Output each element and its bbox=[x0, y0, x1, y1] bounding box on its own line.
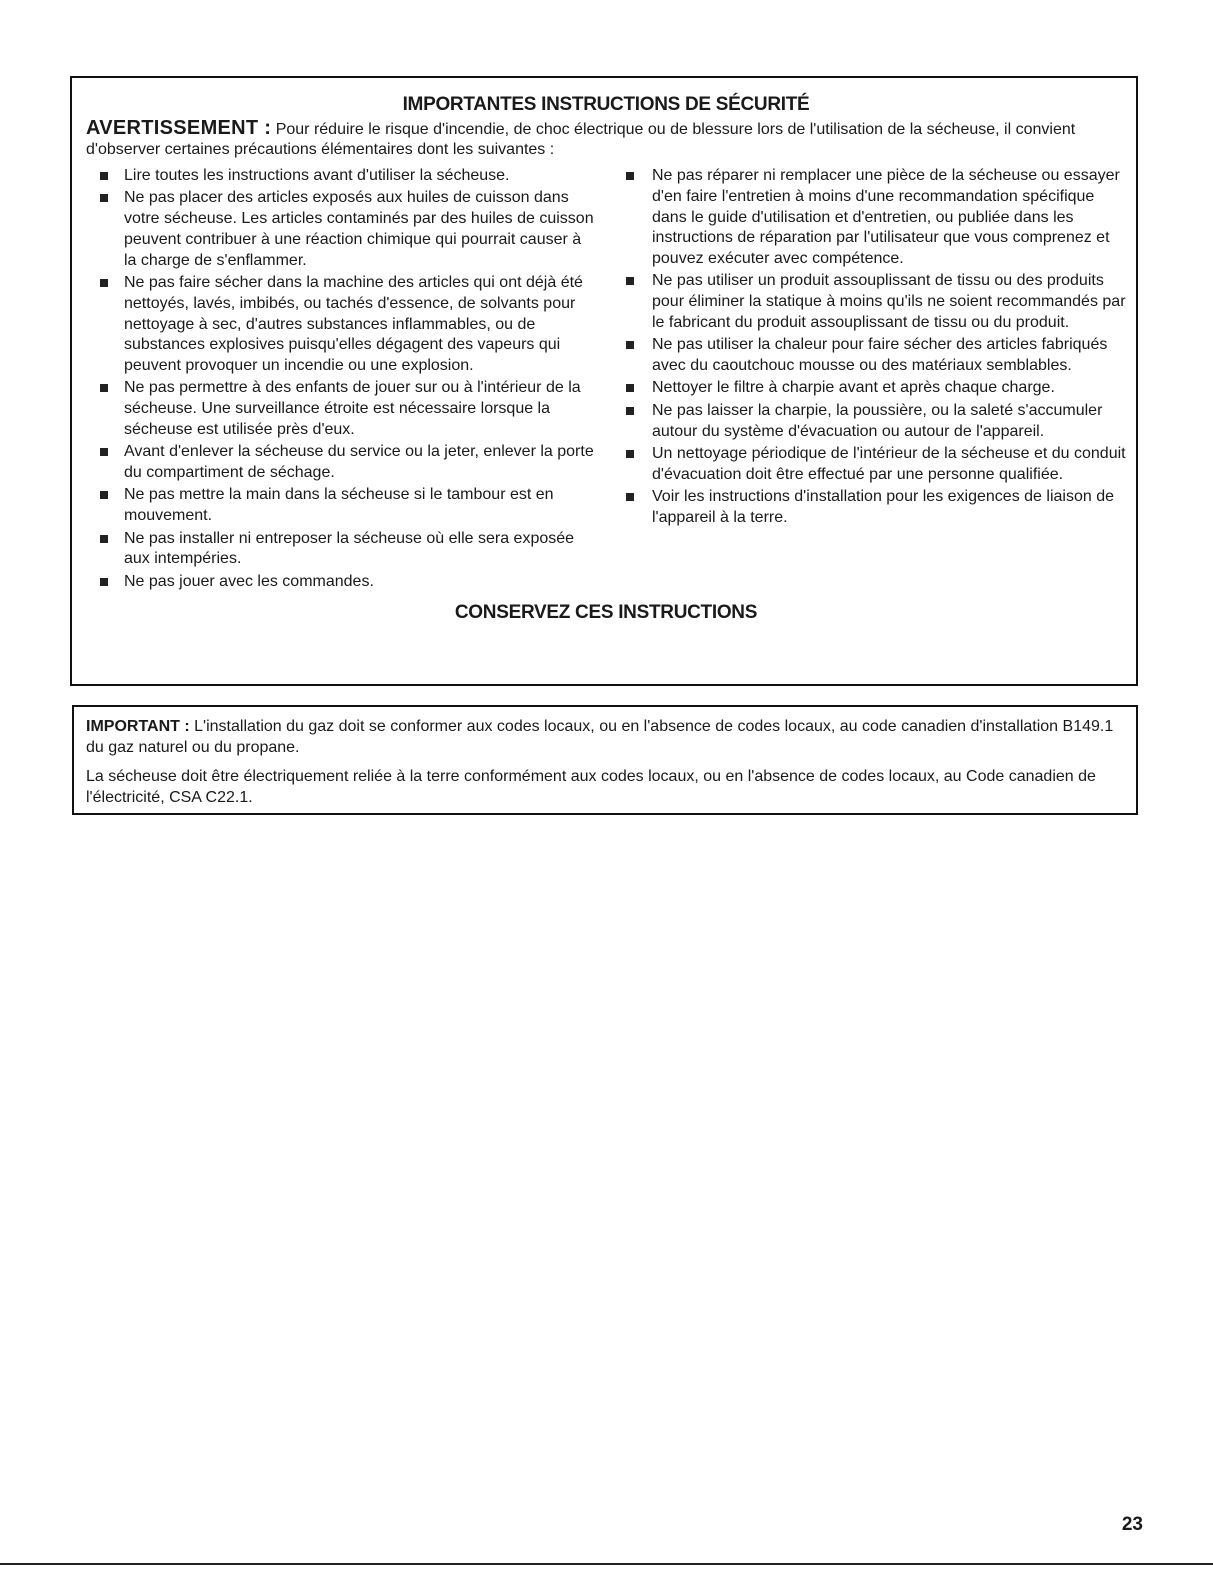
warning-label: AVERTISSEMENT : bbox=[86, 117, 272, 139]
right-instruction-list bbox=[616, 166, 1126, 529]
square-bullet-icon bbox=[100, 194, 108, 202]
important-text-gas: L'installation du gaz doit se conformer aux codes locaux, ou en l'absence de codes locaux, au code canadien d'installation B149.1 du gaz naturel ou du propane. bbox=[86, 718, 1114, 756]
square-bullet-icon bbox=[100, 535, 108, 543]
important-label: IMPORTANT : bbox=[86, 718, 190, 735]
square-bullet-icon bbox=[626, 341, 634, 349]
bottom-divider bbox=[0, 1563, 1213, 1565]
warning-text: Pour réduire le risque d'incendie, de choc électrique ou de blessure lors de l'utilisation de la sécheuse, il convient d'observer certaines précautions élémentaires dont les suivantes : bbox=[86, 121, 1076, 158]
right-column bbox=[616, 166, 1126, 594]
save-instructions-title: CONSERVEZ CES INSTRUCTIONS bbox=[454, 601, 758, 623]
square-bullet-icon bbox=[100, 172, 108, 180]
instruction-text: Un nettoyage périodique de l'intérieur de la sécheuse et du conduit d'évacuation doit être effectué par une personne qualifiée. bbox=[652, 444, 1126, 483]
square-bullet-icon bbox=[100, 279, 108, 287]
instruction-item bbox=[86, 273, 596, 377]
instruction-item bbox=[86, 378, 596, 440]
instruction-item bbox=[616, 487, 1126, 529]
instruction-text: Ne pas mettre la main dans la sécheuse si le tambour est en mouvement. bbox=[124, 486, 554, 525]
warning-intro bbox=[86, 118, 1126, 160]
square-bullet-icon bbox=[100, 491, 108, 499]
instruction-text: Ne pas jouer avec les commandes. bbox=[124, 572, 374, 590]
important-paragraph-gas bbox=[86, 717, 1124, 758]
square-bullet-icon bbox=[626, 407, 634, 415]
instruction-text: Ne pas laisser la charpie, la poussière, ou la saleté s'accumuler autour du système d'évacuation ou autour de l'appareil. bbox=[652, 401, 1103, 440]
square-bullet-icon bbox=[626, 277, 634, 285]
instruction-text: Ne pas installer ni entreposer la sécheuse où elle sera exposée aux intempéries. bbox=[124, 529, 575, 568]
safety-instructions-box bbox=[70, 76, 1138, 686]
safety-title: IMPORTANTES INSTRUCTIONS DE SÉCURITÉ bbox=[402, 94, 810, 115]
square-bullet-icon bbox=[626, 384, 634, 392]
instruction-item bbox=[86, 572, 596, 593]
instruction-item bbox=[616, 166, 1126, 270]
square-bullet-icon bbox=[100, 448, 108, 456]
instruction-item bbox=[86, 529, 596, 571]
square-bullet-icon bbox=[626, 450, 634, 458]
square-bullet-icon bbox=[100, 578, 108, 586]
left-instruction-list bbox=[86, 166, 596, 592]
important-notice-box bbox=[72, 705, 1138, 815]
instruction-text: Ne pas utiliser un produit assouplissant de tissu ou des produits pour éliminer la statique à moins qu'ils ne soient recommandés par le fabricant du produit assouplissant de tissu ou du produit. bbox=[652, 272, 1126, 332]
instruction-item bbox=[616, 335, 1126, 377]
instruction-item bbox=[86, 166, 596, 187]
instruction-text: Voir les instructions d'installation pour les exigences de liaison de l'appareil à la terre. bbox=[652, 487, 1114, 526]
instruction-item bbox=[86, 442, 596, 484]
instruction-columns bbox=[86, 166, 1126, 594]
instruction-text: Nettoyer le filtre à charpie avant et après chaque charge. bbox=[652, 379, 1055, 397]
important-paragraph-electric: La sécheuse doit être électriquement reliée à la terre conformément aux codes locaux, ou en l'absence de codes locaux, au Code canadien de l'électricité, CSA C22.1. bbox=[86, 768, 1096, 806]
square-bullet-icon bbox=[100, 384, 108, 392]
instruction-text: Ne pas faire sécher dans la machine des articles qui ont déjà été nettoyés, lavés, imbibés, ou tachés d'essence, de solvants pour nettoyage à sec, d'autres substances inflammables, ou de substances explosives puisqu'elles dégagent des vapeurs qui peuvent provoquer un incendie ou une explosion. bbox=[124, 273, 583, 375]
instruction-text: Ne pas permettre à des enfants de jouer sur ou à l'intérieur de la sécheuse. Une surveillance étroite est nécessaire lorsque la sécheuse est utilisée près d'eux. bbox=[124, 379, 581, 439]
page-number: 23 bbox=[1121, 1514, 1143, 1535]
left-column bbox=[86, 166, 596, 594]
instruction-text: Ne pas utiliser la chaleur pour faire sécher des articles fabriqués avec du caoutchouc mousse ou des matériaux semblables. bbox=[652, 336, 1108, 375]
instruction-text: Avant d'enlever la sécheuse du service ou la jeter, enlever la porte du compartiment de séchage. bbox=[124, 443, 594, 482]
instruction-item bbox=[616, 271, 1126, 333]
square-bullet-icon bbox=[626, 172, 634, 180]
square-bullet-icon bbox=[626, 493, 634, 501]
instruction-item bbox=[86, 188, 596, 271]
instruction-text: Ne pas réparer ni remplacer une pièce de la sécheuse ou essayer d'en faire l'entretien à moins d'une recommandation spécifique dans le guide d'utilisation et d'entretien, ou publiée dans les instructions de réparation par l'utilisateur que vous comprenez et pouvez exécuter avec compétence. bbox=[652, 167, 1120, 268]
instruction-item bbox=[86, 485, 596, 527]
instruction-text: Ne pas placer des articles exposés aux huiles de cuisson dans votre sécheuse. Les articles contaminés par des huiles de cuisson peuvent contribuer à une réaction chimique qui pourrait causer à la charge de s'enflammer. bbox=[124, 189, 594, 269]
instruction-text: Lire toutes les instructions avant d'utiliser la sécheuse. bbox=[124, 167, 510, 184]
instruction-item bbox=[616, 401, 1126, 443]
instruction-item bbox=[616, 378, 1126, 399]
instruction-item bbox=[616, 444, 1126, 486]
